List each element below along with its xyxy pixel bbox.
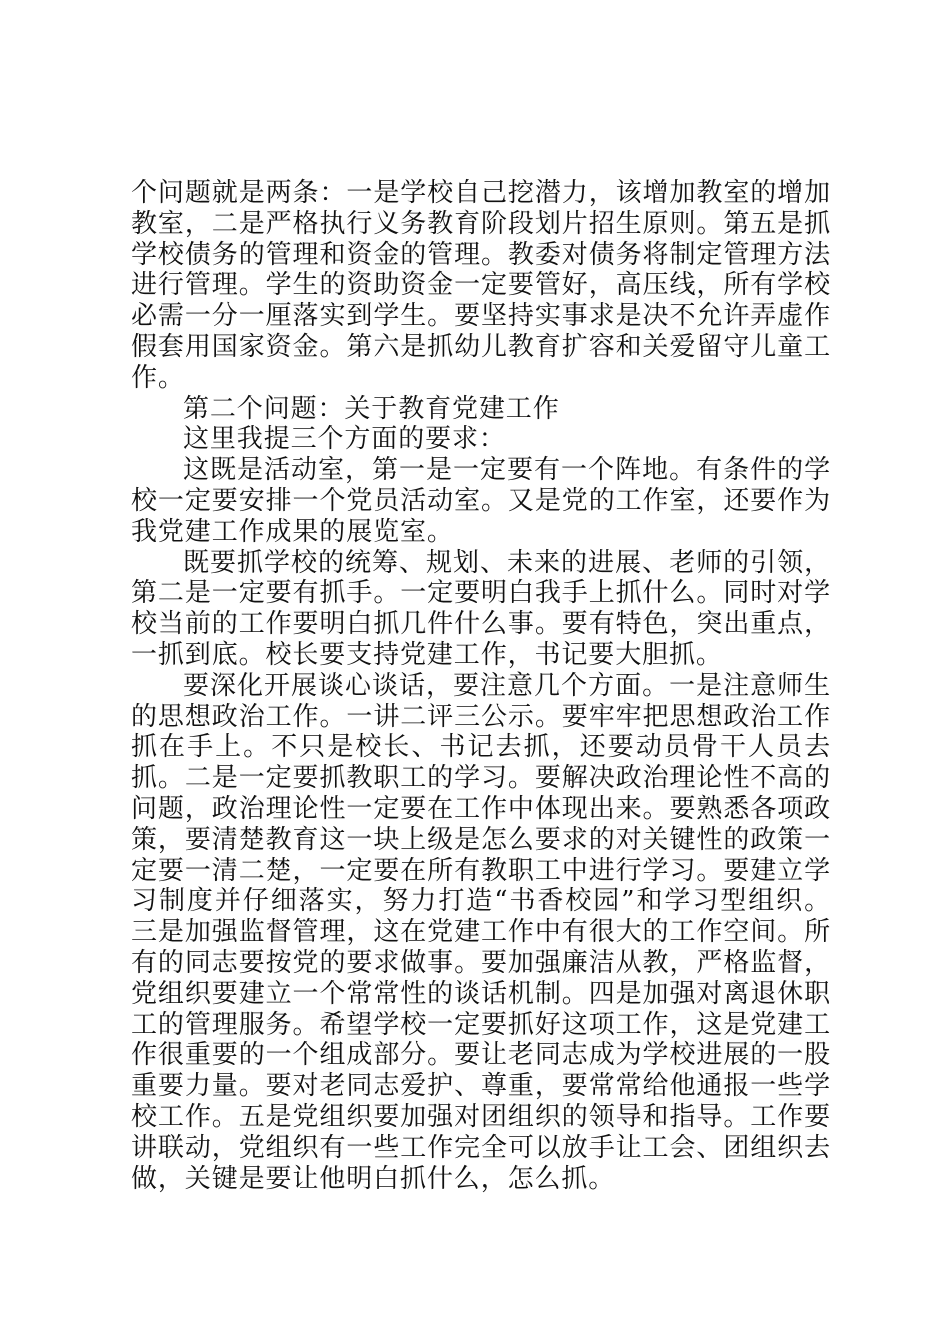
paragraph-continuation: 个问题就是两条：一是学校自己挖潜力，该增加教室的增加教室，二是严格执行义务教育阶段划片招生原则。第五是抓学校债务的管理和资金的管理。教委对债务将制定管理方法进行管理。学生的资助资金一定要管好，高压线，所有学校必需一分一厘落实到学生。要坚持实事求是决不允许弄虚作假套用国家资金。第六是抓幼儿教育扩容和关爱留守儿童工作。 [131,178,831,393]
section-heading: 第二个问题：关于教育党建工作 [183,393,560,424]
paragraph-first-requirement: 这既是活动室，第一是一定要有一个阵地。有条件的学校一定要安排一个党员活动室。又是党的工作室，还要作为我党建工作成果的展览室。 [131,455,831,547]
paragraph-second-requirement: 既要抓学校的统筹、规划、未来的进展、老师的引领，第二是一定要有抓手。一定要明白我手上抓什么。同时对学校当前的工作要明白抓几件什么事。要有特色，突出重点，一抓到底。校长要支持党建工作，书记要大胆抓。 [131,547,831,670]
paragraph-third-requirement: 要深化开展谈心谈话，要注意几个方面。一是注意师生的思想政治工作。一讲二评三公示。要牢牢把思想政治工作抓在手上。不只是校长、书记去抓，还要动员骨干人员去抓。二是一定要抓教职工的学习。要解决政治理论性不高的问题，政治理论性一定要在工作中体现出来。要熟悉各项政策，要清楚教育这一块上级是怎么要求的对关键性的政策一定要一清二楚，一定要在所有教职工中进行学习。要建立学习制度并仔细落实，努力打造“书香校园”和学习型组织。三是加强监督管理，这在党建工作中有很大的工作空间。所有的同志要按党的要求做事。要加强廉洁从教，严格监督，党组织要建立一个常常性的谈话机制。四是加强对离退休职工的管理服务。希望学校一定要抓好这项工作，这是党建工作很重要的一个组成部分。要让老同志成为学校进展的一股重要力量。要对老同志爱护、尊重，要常常给他通报一些学校工作。五是党组织要加强对团组织的领导和指导。工作要讲联动，党组织有一些工作完全可以放手让工会、团组织去做，关键是要让他明白抓什么，怎么抓。 [131,670,831,1194]
paragraph-intro: 这里我提三个方面的要求： [183,424,506,455]
document-body [131,178,831,1194]
